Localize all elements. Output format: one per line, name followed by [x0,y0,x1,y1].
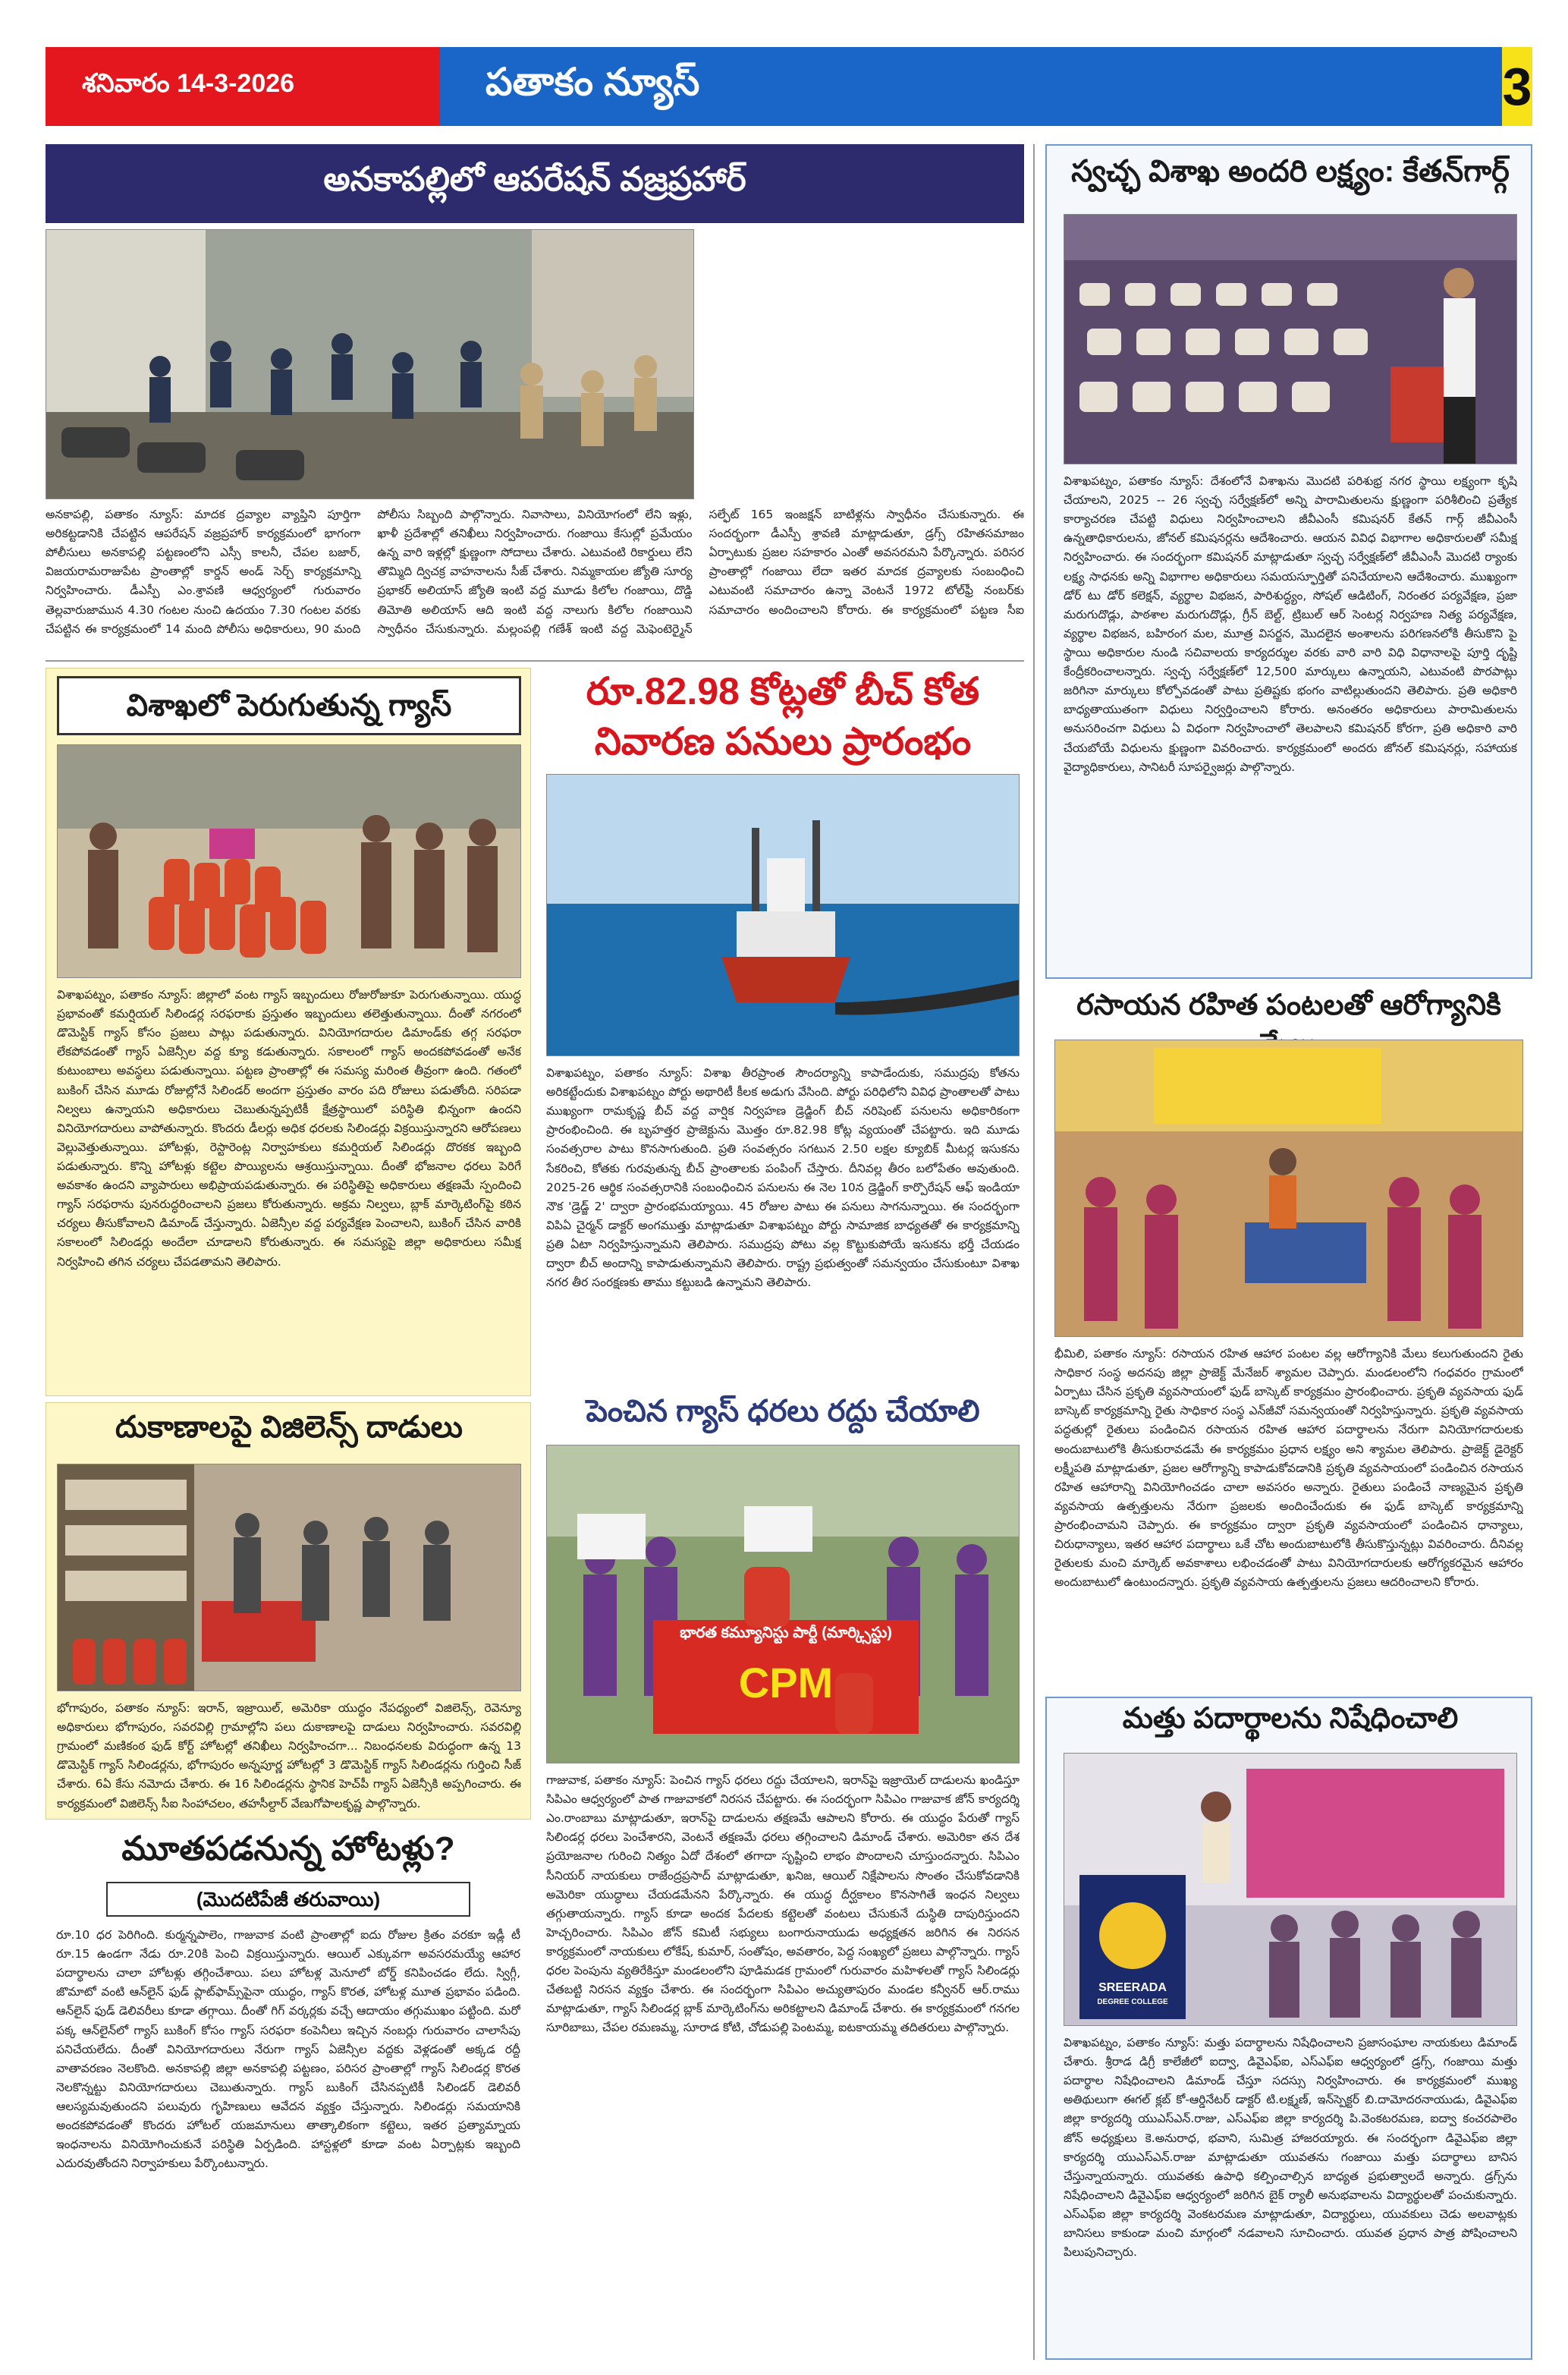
vigilance-photo [57,1464,521,1691]
hotels-headline: మూతపడనున్న హోటళ్లు? [121,1830,455,1867]
hotels-box [46,1826,531,2360]
column-divider [1033,144,1035,2360]
swachh-photo-art [1064,215,1517,464]
college-banner: SREERADA [1098,1981,1167,1994]
vigilance-box [46,1402,531,1820]
organic-body: భీమిలి, పతాకం న్యూస్: రసాయన రహిత ఆహార పంటల వల్ల ఆరోగ్యానికి మేలు కలుగుతుందని రైతు సాధికార సంస్థ అదనపు జిల్లా ప్రాజెక్ట్ మేనేజర్ శ్యామల చెప్పారు. మండలంలోని గంధవరం గ్రామంలో ఏర్పాటు చేసిన ప్రకృతి వ్యవసాయంలో ఫుడ్ బాస్కెట్ కార్యక్రమం ప్రారంభించారు. ప్రకృతి వ్యవసాయ ఫుడ్ బాస్కెట్ కార్యక్రమాన్ని రైతు సాధికార సంస్థ ఎన్‌జీవో సమన్వయంతో నిర్వహిస్తున్నారు. ప్రకృతి వ్యవసాయ పద్ధతుల్లో రైతులు పండించిన రసాయన రహిత ఆహార పదార్థాలను నేరుగా వినియోగదారులకు అందుబాటులోకి తీసుకురావడమే ఈ కార్యక్రమం ప్రధాన లక్ష్యం అని శ్యామల తెలిపారు. ప్రాజెక్ట్ డైరెక్టర్ లక్ష్మీపతి మాట్లాడుతూ, ప్రజల ఆరోగ్యాన్ని కాపాడుకోవడానికి ప్రకృతి వ్యవసాయంలో పండించిన రసాయన రహిత ఆహారాన్ని వినియోగించడం చాలా అవసరం అన్నారు. రైతులు పండించే నాణ్యమైన ప్రకృతి వ్యవసాయ ఉత్పత్తులను నేరుగా ప్రజలకు అందించేందుకు ఈ ఫుడ్ బాస్కెట్ కార్యక్రమాన్ని ప్రారంభించామని చెప్పారు. ఈ కార్యక్రమం ద్వారా ప్రకృతి వ్యవసాయంలో పండించిన ధాన్యాలు, చిరుధాన్యాలు, ఇతర ఆహార పదార్థాలు ఒకే చోట అందుబాటులోకి తీసుకొస్తున్నట్లు వివరించారు. దీనివల్ల రైతులకు మంచి మార్కెట్ అవకాశాలు లభించడంతో పాటు వినియోగదారులకు ఆరోగ్యకరమైన ఆహారం అందుబాటులో ఉంటుందన్నారు. ప్రకృతి వ్యవసాయ ఉత్పత్తులను ప్రజలు ఆదరించాలని కోరారు. [1054,1347,1523,1590]
section-divider [46,660,1024,662]
drugs-box [1045,1697,1532,2360]
beach-headline-line2: నివారణ పనులు ప్రారంభం [594,720,972,763]
beach-photo [546,774,1020,1056]
operation-headline: అనకాపల్లిలో ఆపరేషన్ వజ్రప్రహార్ [46,144,1024,223]
college-banner-sub: DEGREE COLLEGE [1097,1998,1168,2006]
drugs-photo [1064,1753,1517,2026]
cpm-banner-sub: భారత కమ్యూనిస్టు పార్టీ (మార్క్సిస్టు) [680,1625,892,1641]
vigilance-headline: దుకాణాలపై విజిలెన్స్ దాడులు [115,1411,463,1444]
cpm-photo-art [547,1445,1020,1763]
cpm-photo [546,1445,1020,1763]
operation-photo-art [46,230,694,499]
swachh-photo [1064,214,1517,464]
organic-headline: రసాయన రహిత పంటలతో ఆరోగ్యానికి [1076,989,1501,1021]
swachh-headline: స్వచ్ఛ విశాఖ అందరి లక్ష్యం: కేతన్‌గార్గ్ [1071,155,1510,188]
vigilance-photo-art [58,1464,521,1691]
beach-box [540,668,1026,1373]
gas-photo [57,744,521,978]
swachh-box [1045,144,1532,979]
cpm-banner-text: CPM [738,1659,834,1707]
beach-photo-art [547,775,1020,1056]
beach-headline-line1: రూ.82.98 కోట్లతో బీచ్ కోత [586,670,980,712]
cpm-headline: పెంచిన గ్యాస్ ధరలు రద్దు చేయాలి [586,1395,980,1428]
cpm-box [540,1395,1026,2360]
hotels-subhead: (మొదటిపేజీ తరువాయి) [106,1882,470,1917]
operation-body: అనకాపల్లి, పతాకం న్యూస్: మాదక ద్రవ్యాల వ్యాప్తిని పూర్తిగా అరికట్టడానికి చేపట్టిన ఆపరేషన్ వజ్రప్రహార్ కార్యక్రమంలో భాగంగా పోలీసులు అనకాపల్లి పట్టణంలోని ఎస్సీ కాలనీ, చేపల బజార్, విజయరామరాజుపేట ప్రాంతాల్లో కార్డన్ అండ్ సెర్చ్ కార్యక్రమాన్ని నిర్వహించారు. డీఎస్పీ ఎం.శ్రావణి ఆధ్వర్యంలో గురువారం తెల్లవారుజామున 4.30 గంటల నుంచి ఉదయం 7.30 గంటల వరకు చేపట్టిన ఈ కార్యక్రమంలో 14 మంది పోలీసు అధికారులు, 90 మంది పోలీసు సిబ్బంది పాల్గొన్నారు. నివాసాలు, వినియోగంలో లేని ఇళ్లు, ఖాళీ ప్రదేశాల్లో తనిఖీలు నిర్వహించారు. గంజాయి కేసుల్లో ప్రమేయం ఉన్న వారి ఇళ్లల్లో క్షుణ్ణంగా సోదాలు చేశారు. ఎటువంటి రికార్డులు లేని తొమ్మిది ద్విచక్ర వాహనాలను సీజ్ చేశారు. నిమ్మకాయల జ్యోతి సూర్య ప్రభాకర్ అలియాస్ జ్యోతి ఇంటి వద్ద మూడు కిలోల గంజాయి, దొడ్డి తిమోతి అలియాస్ ఆది ఇంటి వద్ద నాలుగు కిలోల గంజాయిని స్వాధీనం చేసుకున్నారు. మల్లంపల్లి గణేశ్ ఇంటి వద్ద మెఫెంటెర్మైన్ సల్ఫేట్ 165 ఇంజక్షన్ బాటిళ్లను స్వాధీనం చేసుకున్నారు. ఈ సందర్భంగా డీఎస్పీ శ్రావణి మాట్లాడుతూ, డ్రగ్స్ రహితసమాజం ఏర్పాటుకు ప్రజల సహకారం ఎంతో అవసరమని పేర్కొన్నారు. పరిసర ప్రాంతాల్లో గంజాయి లేదా ఇతర మాదక ద్రవ్యాలకు సంబంధించి ఎటువంటి సమాచారం ఉన్నా వెంటనే 1972 టోల్‌ఫ్రీ నంబర్‌కు సమాచారం అందించాలని కోరారు. ఈ కార్యక్రమంలో పట్టణ సీఐ [46,508,1024,636]
vigilance-body: భోగాపురం, పతాకం న్యూస్: ఇరాన్, ఇజ్రాయిల్, అమెరికా యుద్ధం నేపధ్యంలో విజిలెన్స్, రెవెన్యూ అధికారులు భోగాపురం, సవరవిల్లి గ్రామాల్లోని పలు దుకాణాలపై దాడులు నిర్వహించారు. సవరవిల్లి గ్రామంలో మణికంఠ ఫుడ్ కోర్ట్ హోటల్లో తనిఖీలు నిర్వహించగా... నిబంధనలకు విరుద్ధంగా ఉన్న 13 డొమెస్టిక్ గ్యాస్ సిలిండర్లను, భోగాపురం అన్నపూర్ణ హోటల్లో 3 డొమెస్టిక్ గ్యాస్ సిలిండర్లను గుర్తించి సీజ్ చేశారు. 6ఏ కేసు నమోదు చేశారు. ఈ 16 సిలిండర్లను స్థానిక హెచ్‌పీ గ్యాస్ ఏజెన్సీకి అప్పగించారు. ఈ కార్యక్రమంలో విజిలెన్స్ సీఐ సింహాచలం, తహసీల్దార్ వేణుగోపాలకృష్ణ పాల్గొన్నారు. [57,1701,521,1810]
organic-box [1045,985,1532,1691]
gas-body: విశాఖపట్నం, పతాకం న్యూస్: జిల్లాలో వంట గ్యాస్ ఇబ్బందులు రోజురోజుకూ పెరుగుతున్నాయి. యుద్ధ ప్రభావంతో కమర్షియల్ సిలిండర్ల సరఫరాకు ప్రస్తుతం ఇబ్బందులు తలెత్తుతున్నాయి. దీంతో నగరంలో డొమెస్టిక్ గ్యాస్ కోసం ప్రజలు పాట్లు పడుతున్నారు. వినియోగదారుల డిమాండ్‌కు తగ్గ సరఫరా లేకపోవడంతో గ్యాస్ ఏజెన్సీల వద్ద క్యూ కడుతున్నారు. సకాలంలో గ్యాస్ అందకపోవడంతో అనేక కుటుంబాలు అవస్థలు పడుతున్నాయి. పట్టణ ప్రాంతాల్లో ఈ సమస్య మరింత తీవ్రంగా ఉంది. గతంలో బుకింగ్ చేసిన మూడు రోజుల్లోనే సిలిండర్ అందగా ప్రస్తుతం వారం పది రోజులు పడుతోంది. సరిపడా నిల్వలు ఉన్నాయని అధికారులు చెబుతున్నప్పటికీ క్షేత్రస్థాయిలో పరిస్థితి భిన్నంగా ఉందని వినియోగదారులు వాపోతున్నారు. కొందరు డీలర్లు అధిక ధరలకు సిలిండర్లు విక్రయిస్తున్నారని ఆరోపణలు వెల్లువెత్తుతున్నాయి. హోటళ్లు, రెస్టారెంట్ల నిర్వాహకులు కమర్షియల్ సిలిండర్లు దొరకక ఇబ్బంది పడుతున్నారు. కొన్ని హోటళ్లు కట్టెల పొయ్యిలను ఆశ్రయిస్తున్నాయి. దీంతో భోజనాల ధరలు పెరిగే అవకాశం ఉందని వ్యాపారులు అభిప్రాయపడుతున్నారు. ఈ పరిస్థితిపై అధికారులు తక్షణమే స్పందించి గ్యాస్ సరఫరాను పునరుద్ధరించాలని ప్రజలు కోరుతున్నారు. అక్రమ నిల్వలు, బ్లాక్ మార్కెటింగ్‌పై కఠిన చర్యలు తీసుకోవాలని డిమాండ్ చేస్తున్నారు. ఏజెన్సీల వద్ద పర్యవేక్షణ పెంచాలని, బుకింగ్ చేసిన వారికి సకాలంలో సిలిండర్లు అందేలా చూడాలని కోరుతున్నారు. ఈ సమస్యపై జిల్లా అధికారులు సమీక్ష నిర్వహించి తగిన చర్యలు చేపడతామని తెలిపారు. [57,988,521,1269]
organic-photo [1054,1040,1523,1337]
gas-box [46,668,531,1396]
cpm-body: గాజువాక, పతాకం న్యూస్: పెంచిన గ్యాస్ ధరలు రద్దు చేయాలని, ఇరాన్‌పై ఇజ్రాయెల్ దాడులను ఖండిస్తూ సిపిఎం ఆధ్వర్యంలో పాత గాజువాకలో నిరసన చేపట్టారు. ఈ సందర్భంగా సిపిఎం గాజువాక జోన్ కార్యదర్శి ఎం.రాంబాబు మాట్లాడుతూ, ఇరాన్‌పై దాడులను తక్షణమే ఆపాలని కోరారు. ఈ యుద్ధం పేరుతో గ్యాస్ సిలిండర్ల ధరలు పెంచేశారని, వెంటనే తక్షణమే ధరలు తగ్గించాలని డిమాండ్ చేశారు. అమెరికా తన దేశ ప్రయోజనాల గురించి నిత్యం ఏదో దేశంలో తగాదా సృష్టించి లాభం పొందాలని చూస్తుందన్నారు. సిపిఎం సీనియర్ నాయకులు రాజేంద్రప్రసాద్ మాట్లాడుతూ, ఖనిజ, ఆయిల్ నిక్షేపాలను సొంతం చేసుకోవడానికి అమెరికా యుద్ధాలు చేయడమేనని పేర్కొన్నారు. ఈ యుద్ధ దీర్ఘకాలం కొనసాగితే ఇంధన నిల్వలు తగ్గుతాయన్నారు. గ్యాస్ కూడా అందక పేదలకు కట్టెలతో వంటలు చేసుకునే దుస్థితి దాపురిస్తుందని హెచ్చరించారు. సిపిఎం జోన్ కమిటీ సభ్యులు బంగారునాయుడు అధ్యక్షతన జరిగిన ఈ నిరసన కార్యక్రమంలో నాయకులు లోకేష్, కుమార్, సంతోషం, అవతారం, పెద్ద సంఖ్యలో ప్రజలు పాల్గొన్నారు. గ్యాస్ ధరల పెంపును వ్యతిరేకిస్తూ మండలంలోని పూడిమడక గ్రామంలో గురువారం మహిళలతో గ్యాస్ సిలిండర్లు చేతబట్టి నిరసన వ్యక్తం చేశారు. ఈ సందర్భంగా సిపిఎం అచ్యుతాపురం మండల కన్వీనర్ ఆర్.రాము మాట్లాడుతూ, గ్యాస్ సిలిండర్ల బ్లాక్ మార్కెటింగ్‌ను అరికట్టాలని డిమాండ్ చేశారు. ఈ కార్యక్రమంలో గనగల సూరిబాబు, చేపల రమణమ్మ, సూరాడ కోటి, చోడుపల్లి పెంటమ్మ, ఐటకాయమ్మ తదితరులు పాల్గొన్నారు. [546,1773,1020,2035]
organic-photo-art [1055,1040,1523,1337]
operation-photo [46,229,694,499]
beach-body: విశాఖపట్నం, పతాకం న్యూస్: విశాఖ తీరప్రాంత సౌందర్యాన్ని కాపాడేందుకు, సముద్రపు కోతను అరికట్టేందుకు విశాఖపట్నం పోర్టు అథారిటీ కీలక అడుగు వేసింది. పోర్టు పరిధిలోని వివిధ ప్రాంతాలతో పాటు ముఖ్యంగా రామకృష్ణ బీచ్ వద్ద వార్షిక నిర్వహణ డ్రెడ్జింగ్ బీచ్ నరిషెంట్ పనులను అధికారికంగా ప్రారంభించింది. ఈ బృహత్తర ప్రాజెక్టును మొత్తం రూ.82.98 కోట్ల వ్యయంతో చేపట్టారు. ఇది మూడు సంవత్సరాల పాటు కొనసాగుతుంది. ప్రతి సంవత్సరం సగటున 2.50 లక్షల క్యూబిక్ మీటర్ల ఇసుకను సేకరించి, కోతకు గురవుతున్న బీచ్ ప్రాంతాలకు పంపింగ్ చేస్తారు. దీనివల్ల తీరం బలోపేతం అవుతుంది. 2025-26 ఆర్థిక సంవత్సరానికి సంబంధించిన పనులను ఈ నెల 10న డ్రెడ్జింగ్ కార్పొరేషన్ ఆఫ్ ఇండియా నౌక 'డ్రెడ్జ్ 2' ద్వారా ప్రారంభమయ్యాయి. 45 రోజుల పాటు ఈ పనులు సాగనున్నాయి. ఈ సందర్భంగా విపిఏ చైర్మన్ డాక్టర్ అంగముత్తు మాట్లాడుతూ విశాఖపట్నం పోర్టు సామాజిక బాధ్యతతో ఈ కార్యక్రమాన్ని ప్రతి ఏటా నిర్వహిస్తున్నామని తెలిపారు. సముద్రపు పోటు వల్ల కొట్టుకుపోయే ఇసుకను భర్తీ చేయడం ద్వారా బీచ్ అందాన్ని కాపాడుతున్నామని తెలిపారు. రాష్ట్ర ప్రభుత్వంతో సమన్వయం చేసుకుంటూ విశాఖ నగర తీర సంరక్షణకు తాము కట్టుబడి ఉన్నామని తెలిపారు. [546,1066,1020,1290]
drugs-body: విశాఖపట్నం, పతాకం న్యూస్: మత్తు పదార్థాలను నిషేధించాలని ప్రజాసంఘాల నాయకులు డిమాండ్ చేశారు. శ్రీరాడ డిగ్రీ కాలేజీలో ఐద్వా, డివైఎఫ్ఐ, ఎస్ఎఫ్ఐ ఆధ్వర్యంలో డ్రగ్స్, గంజాయి మత్తు పదార్థాల నిషేధించాలని డిమాండ్ చేస్తూ సదస్సు నిర్వహించారు. ఈ కార్యక్రమంలో ముఖ్య అతిథులుగా ఈగల్ క్లబ్ కో-ఆర్డినేటర్ డాక్టర్ టి.లక్ష్మణ్, ఇన్‌స్పెక్టర్ బి.దామోదరనాయుడు, డివైఎఫ్ఐ జిల్లా కార్యదర్శి యుఎస్ఎన్.రాజు, ఎస్ఎఫ్ఐ జిల్లా కార్యదర్శి పి.వెంకటరమణ, ఐద్వా కంచరపాలెం జోన్ అధ్యక్షులు కె.అనురాధ, భవాని, సుమిత్ర హాజరయ్యారు. ఈ సందర్భంగా డివైఎఫ్ఐ జిల్లా కార్యదర్శి యుఎస్ఎన్.రాజు మాట్లాడుతూ యువతను గంజాయి మత్తు పదార్థాలు బానిస చేస్తున్నాయన్నారు. యువతకు ఉపాధి కల్పించాల్సిన బాధ్యత ప్రభుత్వాలదే అన్నారు. డ్రగ్స్‌ను నిషేధించాలని డివైఎఫ్ఐ ఆధ్వర్యంలో జరిగిన బైక్ ర్యాలీ అనుభవాలను విద్యార్థులతో పంచుకున్నారు. ఎస్ఎఫ్ఐ జిల్లా కార్యదర్శి వెంకటరమణ మాట్లాడుతూ, విద్యార్థులు, యువకులు చెడు అలవాట్లకు బానిసలు కాకుండా మంచి మార్గంలో నడవాలని సూచించారు. యువత ప్రధాన పాత్ర పోషించాలని పిలుపునిచ్చారు. [1064,2036,1517,2260]
drugs-headline: మత్తు పదార్థాలను నిషేధించాలి [1122,1703,1459,1735]
masthead [46,47,1532,126]
issue-date: శనివారం 14-3-2026 [46,47,440,126]
paper-name: పతాకం న్యూస్ [440,47,1502,126]
hotels-body: రూ.10 ధర పెరిగింది. కుర్మన్నపాలెం, గాజువాక వంటి ప్రాంతాల్లో ఐదు రోజుల క్రితం వరకూ ఇడ్లీ టీ రూ.15 ఉండగా నేడు రూ.20కి పెంచి విక్రయిస్తున్నారు. ఆయిల్ ఎక్కువగా అవసరమయ్యే ఆహార పదార్థాలను చాలా హోటళ్లు తగ్గించేశాయి. పలు హోటళ్ల మెనూలో బోర్డ్ కనిపించడం లేదు. స్విగ్గీ, జొమాటో వంటి ఆన్‌లైన్ ఫుడ్ ప్లాట్‌ఫామ్స్‌పైనా యుద్ధం, గ్యాస్ కొరత, హోటళ్ల మూత ప్రభావం పడింది. ఆన్‌లైన్ ఫుడ్ డెలివరీలు కూడా తగ్గాయి. దీంతో గిగ్ వర్కర్లకు వచ్చే ఆదాయం తగ్గుముఖం పట్టింది. మరో పక్క ఆన్‌లైన్‌లో గ్యాస్ బుకింగ్ కోసం గ్యాస్ సరఫరా కంపెనీలు ఇచ్చిన నంబర్లు గురువారం చాలాసేపు పనిచేయలేదు. దీంతో వినియోగదారులు నేరుగా గ్యాస్ ఏజెన్సీల వద్దకు వెళ్లడంతో అక్కడ రద్దీ వాతావరణం నెలకొంది. అనకాపల్లి జిల్లా అనకాపల్లి పట్టణం, పరిసర ప్రాంతాల్లో గ్యాస్ సిలిండర్ల కొరత నెలకొన్నట్టు వినియోగదారులు చెబుతున్నారు. గ్యాస్ బుకింగ్ చేసినప్పటికీ సిలిండర్ డెలివరీ ఆలస్యమవుతుందని పలువురు గృహిణులు ఆవేదన వ్యక్తం చేస్తున్నారు. సిలిండర్లు సమయానికి అందకపోవడంతో కొందరు హోటల్ యజమానులు తాత్కాలికంగా కట్టెలు, ఇతర ప్రత్యామ్నాయ ఇంధనాలను వినియోగించుకునే పరిస్థితి ఏర్పడింది. హాస్టళ్లలో కూడా వంట ఏర్పాట్లకు ఇబ్బంది ఎదురవుతోందని నిర్వాహకులు పేర్కొంటున్నారు. [56,1928,520,2171]
swachh-body: విశాఖపట్నం, పతాకం న్యూస్: దేశంలోనే విశాఖను మొదటి పరిశుభ్ర నగర స్థాయి లక్ష్యంగా కృషి చేయాలని, 2025 -- 26 స్వచ్ఛ సర్వేక్షణ్‌లో అన్ని పారామితులను క్షుణ్ణంగా పరిశీలించి ప్రత్యేక కార్యాచరణ చేపట్టి విధులు నిర్వహించాలని జీవీఎంసీ కమిషనర్ కేతన్ గార్గ్ జీవీఎంసీ ఉన్నతాధికారులను, జోనల్ కమిషనర్లను ఆదేశించారు. ఆయన వివిధ విభాగాల అధికారులతో సమీక్ష నిర్వహించారు. ఈ సందర్భంగా కమిషనర్ మాట్లాడుతూ స్వచ్ఛ సర్వేక్షణ్‌లో జీవీఎంసీ మొదటి ర్యాంకు లక్ష్య సాధనకు అన్ని విభాగాల అధికారులు సమయస్ఫూర్తితో పనిచేయాలని ఆదేశించారు. ముఖ్యంగా డోర్ టు డోర్ కలెక్షన్, వ్యర్థాల విభజన, పారిశుద్ధ్యం, సోషల్ ఆడిటింగ్, నిరంతర పర్యవేక్షణ, ప్రజా మరుగుదొడ్లు, పాఠశాల మరుగుదొడ్లు, గ్రీన్ బెల్ట్, ట్రిబుల్ ఆర్ సెంటర్ల నిర్వహణ నిత్య పర్యవేక్షణ, వ్యర్థాల విభజన, బహిరంగ మల, మూత్ర విసర్జన, మొదలైన అంశాలను పరిగణనలోకి తీసుకొని పై స్థాయి అధికారుల నుండి సచివాలయ కార్యదర్శుల వరకు వారి వారి విధి విధానాలపై పూర్తి దృష్టి కేంద్రీకరించాలన్నారు. స్వచ్ఛ సర్వేక్షణ్‌లో 12,500 మార్కులు ఉన్నాయని, ఎటువంటి పొరపాట్లు జరిగినా మార్కులు కోల్పోవడంతో పాటు ప్రతిష్టకు భంగం వాటిల్లుతుందని తెలిపారు. ప్రతి అధికారి బాధ్యతాయుతంగా విధులు నిర్వర్తించాలని కోరారు. అనంతరం అధికారులు పారామితులను అనుసరించగా విధులు ఏ విధంగా నిర్వహించాలో తెలపాలని కమిషనర్ కోరగా, ప్రతి అధికారి వారి చేయబోయే విధులను క్షుణ్ణంగా వివరించారు. కార్యక్రమంలో అందరు జోనల్ కమిషనర్లు, సహాయక వైద్యాధికారులు, సానిటరీ సూపర్వైజర్లు పాల్గొన్నారు. [1064,474,1517,774]
page-number: 3 [1502,47,1532,126]
gas-headline: విశాఖలో పెరుగుతున్న గ్యాస్ [57,676,521,735]
gas-photo-art [58,745,521,978]
